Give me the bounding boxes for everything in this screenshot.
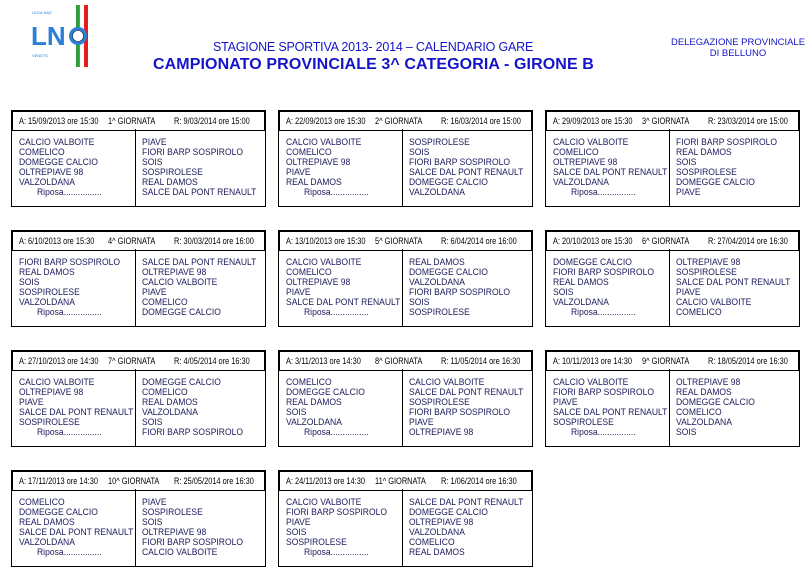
away-team: COMELICO [676,307,722,317]
home-team: FIORI BARP SOSPIROLO [553,267,655,277]
away-team: REAL DAMOS [676,147,732,157]
away-team: REAL DAMOS [676,387,732,397]
home-team: CALCIO VALBOITE [286,497,362,507]
home-team: SOIS [553,287,574,297]
away-team: SOIS [409,297,430,307]
home-teams [286,497,392,557]
home-team: SOIS [286,527,307,537]
andata-date: A: 29/09/2013 ore 15:30 [553,115,633,127]
rest-label: Riposa................ [37,187,102,197]
round-card [278,350,533,447]
home-team: REAL DAMOS [553,277,609,287]
away-team: FIORI BARP SOSPIROLO [409,407,511,417]
svg-text:LEGA NAZ.: LEGA NAZ. [32,10,53,15]
ritorno-date: R: 25/05/2014 ore 16:30 [174,475,254,487]
rest-label: Riposa................ [571,427,636,437]
away-teams [142,377,248,437]
away-team: COMELICO [676,407,722,417]
ritorno-date: R: 23/03/2014 ore 15:00 [708,115,788,127]
home-team: CALCIO VALBOITE [286,137,362,147]
column-divider [402,489,403,566]
home-team: SOSPIROLESE [19,287,80,297]
away-team: PIAVE [676,287,701,297]
away-team: SOIS [676,427,697,437]
rounds-grid [11,110,802,567]
andata-date: A: 27/10/2013 ore 14:30 [19,355,99,367]
round-header [11,470,266,491]
away-team: REAL DAMOS [142,397,198,407]
away-team: SALCE DAL PONT RENAULT [409,387,524,397]
home-teams [286,137,372,197]
column-divider [669,249,670,326]
ritorno-date: R: 9/03/2014 ore 15:00 [174,115,250,127]
home-team: PIAVE [19,397,44,407]
home-team: FIORI BARP SOSPIROLO [19,257,121,267]
round-card [545,350,800,447]
ritorno-date: R: 18/05/2014 ore 16:30 [708,355,788,367]
away-team: SOSPIROLESE [409,137,470,147]
away-team: DOMEGGE CALCIO [142,307,221,317]
away-team: COMELICO [142,387,188,397]
giornata-label: 1^ GIORNATA [108,115,156,127]
away-team: OLTREPIAVE 98 [142,267,207,277]
away-team: SOSPIROLESE [409,397,470,407]
away-team: DOMEGGE CALCIO [409,267,488,277]
home-team: VALZOLDANA [19,297,75,307]
away-team: FIORI BARP SOSPIROLO [142,537,244,547]
home-team: SALCE DAL PONT RENAULT [553,167,668,177]
away-team: OLTREPIAVE 98 [409,427,474,437]
ritorno-date: R: 30/03/2014 ore 16:00 [174,235,254,247]
round-card [11,350,266,447]
andata-date: A: 17/11/2013 ore 14:30 [19,475,98,487]
home-team: SALCE DAL PONT RENAULT [553,407,668,417]
away-team: VALZOLDANA [409,187,465,197]
rest-label: Riposa................ [37,427,102,437]
away-team: PIAVE [142,497,167,507]
giornata-label: 9^ GIORNATA [642,355,690,367]
home-teams [19,137,105,197]
away-team: OLTREPIAVE 98 [676,377,741,387]
home-team: VALZOLDANA [553,297,609,307]
home-team: PIAVE [286,287,311,297]
away-teams [676,377,759,437]
away-teams [409,377,529,437]
round-card [11,470,266,567]
away-teams [409,257,515,317]
column-divider [402,369,403,446]
home-team: SOSPIROLESE [19,417,80,427]
home-team: OLTREPIAVE 98 [553,157,618,167]
home-team: FIORI BARP SOSPIROLO [553,387,655,397]
andata-date: A: 22/09/2013 ore 15:30 [286,115,366,127]
home-team: COMELICO [286,147,332,157]
home-team: VALZOLDANA [553,177,609,187]
andata-date: A: 24/11/2013 ore 14:30 [286,475,365,487]
away-teams [409,497,529,557]
away-teams [676,137,782,197]
home-team: COMELICO [19,147,65,157]
home-team: COMELICO [553,147,599,157]
away-team: SOSPIROLESE [676,167,737,177]
away-team: VALZOLDANA [676,417,732,427]
round-card [278,230,533,327]
round-header [278,470,533,491]
away-team: CALCIO VALBOITE [142,277,218,287]
rest-label: Riposa................ [304,547,369,557]
giornata-label: 2^ GIORNATA [375,115,423,127]
round-header [545,110,800,131]
away-team: REAL DAMOS [142,177,198,187]
ritorno-date: R: 16/03/2014 ore 15:00 [441,115,521,127]
away-team: DOMEGGE CALCIO [676,177,755,187]
round-header [545,350,800,371]
giornata-label: 8^ GIORNATA [375,355,423,367]
home-team: CALCIO VALBOITE [19,377,95,387]
round-card [545,110,800,207]
home-team: COMELICO [286,267,332,277]
giornata-label: 11^ GIORNATA [375,475,426,487]
home-team: SALCE DAL PONT RENAULT [19,527,134,537]
home-team: VALZOLDANA [286,417,342,427]
away-team: SALCE DAL PONT RENAULT [409,167,524,177]
home-team: SOIS [286,407,307,417]
svg-text:LN: LN [31,21,66,51]
away-team: SOSPIROLESE [142,507,203,517]
away-team: FIORI BARP SOSPIROLO [142,427,244,437]
away-team: DOMEGGE CALCIO [409,507,488,517]
rest-label: Riposa................ [37,547,102,557]
rest-label: Riposa................ [37,307,102,317]
home-teams [553,257,659,317]
ritorno-date: R: 27/04/2014 ore 16:30 [708,235,788,247]
home-team: DOMEGGE CALCIO [553,257,632,267]
away-team: COMELICO [409,537,455,547]
away-team: FIORI BARP SOSPIROLO [676,137,778,147]
away-team: DOMEGGE CALCIO [676,397,755,407]
home-team: DOMEGGE CALCIO [286,387,365,397]
home-team: REAL DAMOS [286,397,342,407]
away-team: SOIS [142,417,163,427]
away-team: DOMEGGE CALCIO [142,377,221,387]
ritorno-date: R: 6/04/2014 ore 16:00 [441,235,517,247]
giornata-label: 4^ GIORNATA [108,235,156,247]
ritorno-date: R: 11/05/2014 ore 16:30 [441,355,521,367]
column-divider [402,129,403,206]
away-team: CALCIO VALBOITE [676,297,752,307]
away-team: SOIS [676,157,697,167]
away-team: REAL DAMOS [409,547,465,557]
away-teams [676,257,796,317]
andata-date: A: 10/11/2013 ore 14:30 [553,355,632,367]
rest-label: Riposa................ [304,187,369,197]
away-team: SOSPIROLESE [142,167,203,177]
home-team: PIAVE [553,397,578,407]
away-team: SALCE DAL PONT RENAULT [409,497,524,507]
home-team: VALZOLDANA [19,537,75,547]
andata-date: A: 15/09/2013 ore 15:30 [19,115,99,127]
home-team: OLTREPIAVE 98 [286,157,351,167]
home-team: FIORI BARP SOSPIROLO [286,507,388,517]
home-team: OLTREPIAVE 98 [286,277,351,287]
away-team: COMELICO [142,297,188,307]
giornata-label: 5^ GIORNATA [375,235,423,247]
away-team: OLTREPIAVE 98 [676,257,741,267]
column-divider [135,129,136,206]
home-team: COMELICO [19,497,65,507]
home-team: PIAVE [286,167,311,177]
home-teams [286,377,372,437]
away-team: FIORI BARP SOSPIROLO [142,147,244,157]
rest-label: Riposa................ [304,427,369,437]
away-team: PIAVE [142,137,167,147]
away-team: VALZOLDANA [409,277,465,287]
delegation-line-2: DI BELLUNO [709,48,767,59]
home-team: VALZOLDANA [19,177,75,187]
giornata-label: 6^ GIORNATA [642,235,690,247]
home-team: OLTREPIAVE 98 [19,387,84,397]
home-team: REAL DAMOS [19,517,75,527]
round-card [545,230,800,327]
rest-label: Riposa................ [304,307,369,317]
home-team: REAL DAMOS [286,177,342,187]
away-team: FIORI BARP SOSPIROLO [409,287,511,297]
ritorno-date: R: 1/06/2014 ore 16:30 [441,475,517,487]
round-card [11,230,266,327]
round-header [278,110,533,131]
away-team: CALCIO VALBOITE [409,377,485,387]
andata-date: A: 6/10/2013 ore 15:30 [19,235,95,247]
away-team: SOIS [409,147,430,157]
home-teams [553,377,673,437]
andata-date: A: 20/10/2013 ore 15:30 [553,235,633,247]
home-teams [19,497,139,557]
away-team: PIAVE [676,187,701,197]
andata-date: A: 13/10/2013 ore 15:30 [286,235,366,247]
away-team: SALCE DAL PONT RENAULT [142,257,257,267]
round-header [11,110,266,131]
giornata-label: 7^ GIORNATA [108,355,156,367]
home-team: COMELICO [286,377,332,387]
away-team: REAL DAMOS [409,257,465,267]
round-card [278,470,533,567]
away-team: PIAVE [409,417,434,427]
home-team: CALCIO VALBOITE [553,377,629,387]
round-card [278,110,533,207]
round-header [278,350,533,371]
home-team: DOMEGGE CALCIO [19,157,98,167]
svg-text:VENETO: VENETO [32,53,49,58]
away-team: VALZOLDANA [142,407,198,417]
home-teams [286,257,406,317]
away-team: OLTREPIAVE 98 [409,517,474,527]
away-team: DOMEGGE CALCIO [409,177,488,187]
giornata-label: 10^ GIORNATA [108,475,160,487]
away-team: SALCE DAL PONT RENAULT [142,187,257,197]
andata-date: A: 3/11/2013 ore 14:30 [286,355,361,367]
round-header [278,230,533,251]
rest-label: Riposa................ [571,187,636,197]
rest-label: Riposa................ [571,307,636,317]
away-teams [142,257,262,317]
home-team: SOSPIROLESE [286,537,347,547]
away-teams [142,137,262,197]
home-team: CALCIO VALBOITE [553,137,629,147]
away-teams [142,497,248,557]
championship-title: CAMPIONATO PROVINCIALE 3^ CATEGORIA - GIRONE B [153,56,594,73]
home-team: PIAVE [286,517,311,527]
away-teams [409,137,529,197]
away-team: PIAVE [142,287,167,297]
home-teams [19,257,125,317]
home-team: REAL DAMOS [19,267,75,277]
round-card [11,110,266,207]
giornata-label: 3^ GIORNATA [642,115,690,127]
column-divider [135,249,136,326]
away-team: SOIS [142,157,163,167]
home-team: SOSPIROLESE [553,417,614,427]
round-header [11,350,266,371]
away-team: VALZOLDANA [409,527,465,537]
home-team: CALCIO VALBOITE [19,137,95,147]
ritorno-date: R: 4/05/2014 ore 16:30 [174,355,250,367]
away-team: SOSPIROLESE [409,307,470,317]
delegation-label [668,37,808,59]
away-team: SALCE DAL PONT RENAULT [676,277,791,287]
away-team: CALCIO VALBOITE [142,547,218,557]
away-team: OLTREPIAVE 98 [142,527,207,537]
away-team: SOSPIROLESE [676,267,737,277]
lnd-logo [28,5,96,67]
home-team: SALCE DAL PONT RENAULT [19,407,134,417]
away-team: SOIS [142,517,163,527]
round-header [545,230,800,251]
home-team: SALCE DAL PONT RENAULT [286,297,401,307]
delegation-line-1: DELEGAZIONE PROVINCIALE [670,37,806,48]
home-team: SOIS [19,277,40,287]
away-team: FIORI BARP SOSPIROLO [409,157,511,167]
home-teams [553,137,673,197]
season-title: STAGIONE SPORTIVA 2013- 2014 – CALENDARIO GARE [213,40,534,54]
round-header [11,230,266,251]
home-team: OLTREPIAVE 98 [19,167,84,177]
home-team: DOMEGGE CALCIO [19,507,98,517]
home-team: CALCIO VALBOITE [286,257,362,267]
home-teams [19,377,139,437]
